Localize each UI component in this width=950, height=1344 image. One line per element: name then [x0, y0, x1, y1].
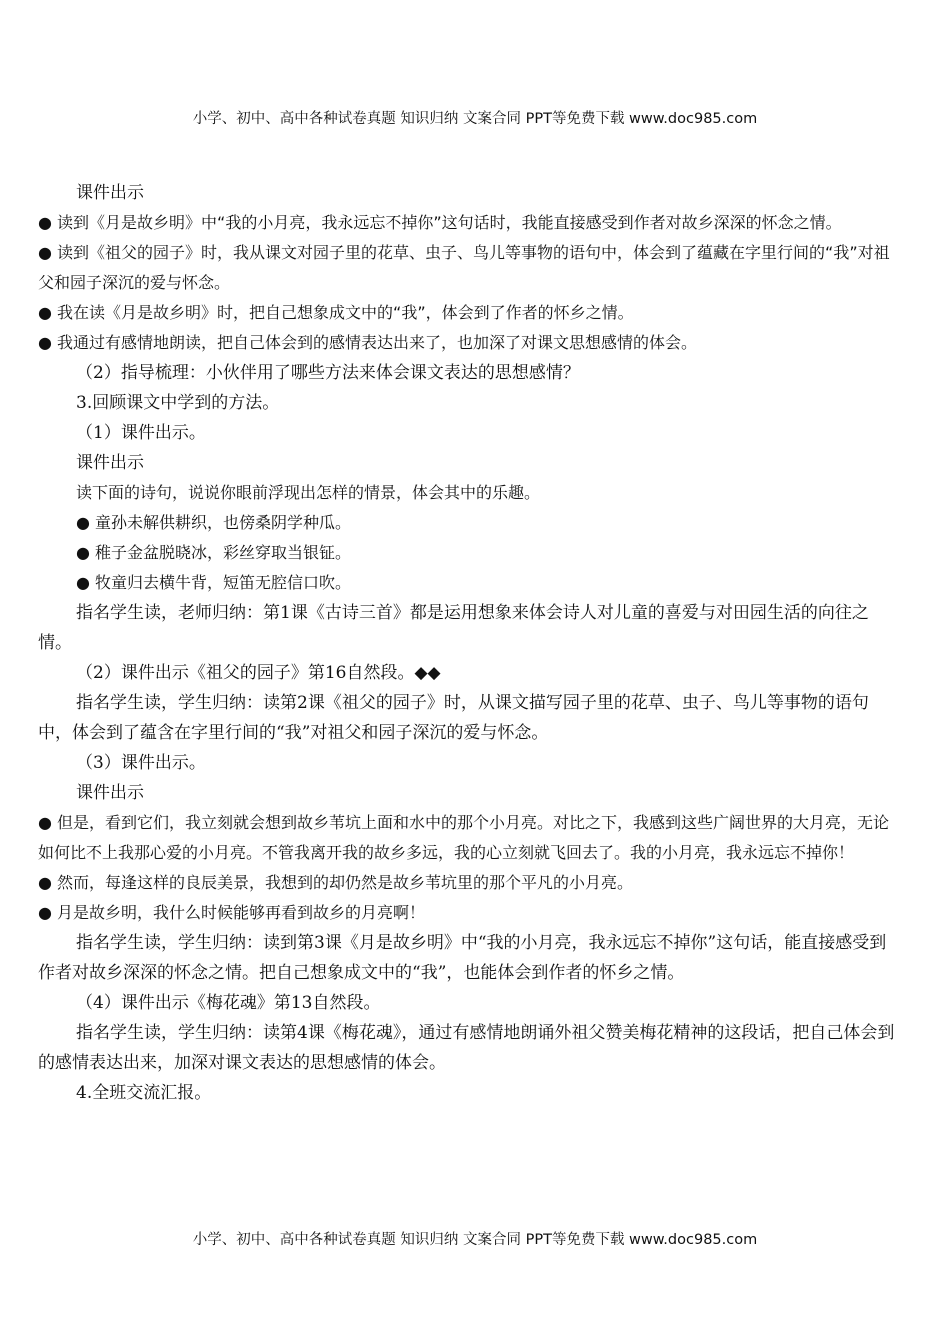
poem-line: ● 童孙未解供耕织，也傍桑阴学种瓜。 — [76, 513, 352, 532]
paragraph: 指名学生读，学生归纳：读第4课《梅花魂》，通过有感情地朗诵外祖父赞美梅花精神的这段话，把自己体会到的感情表达出来，加深对课文表达的思想感情的体会。 — [38, 1023, 895, 1073]
document-body — [38, 178, 900, 1108]
paragraph: 指名学生读，老师归纳：第1课《古诗三首》都是运用想象来体会诗人对儿童的喜爱与对田园生活的向往之情。 — [38, 603, 869, 653]
paragraph: （1）课件出示。 — [76, 423, 206, 443]
section-heading: 4.全班交流汇报。 — [76, 1083, 212, 1103]
bullet-item: ● 然而，每逢这样的良辰美景，我想到的却仍然是故乡苇坑里的那个平凡的小月亮。 — [38, 873, 634, 892]
paragraph: 读下面的诗句，说说你眼前浮现出怎样的情景，体会其中的乐趣。 — [76, 483, 541, 502]
bullet-item: ● 但是，看到它们，我立刻就会想到故乡苇坑上面和水中的那个小月亮。对比之下，我感到这些广阔世界的大月亮，无论如何比不上我那心爱的小月亮。不管我离开我的故乡多远，我的心立刻就飞回去了。我的小月亮，我永远忘不掉你！ — [38, 813, 890, 862]
courseware-heading: 课件出示 — [76, 453, 144, 473]
bullet-item: ● 我在读《月是故乡明》时，把自己想象成文中的“我”，体会到了作者的怀乡之情。 — [38, 303, 634, 322]
paragraph: （4）课件出示《梅花魂》第13自然段。 — [76, 993, 381, 1013]
paragraph: 指名学生读，学生归纳：读第2课《祖父的园子》时，从课文描写园子里的花草、虫子、鸟儿等事物的语句中，体会到了蕴含在字里行间的“我”对祖父和园子深沉的爱与怀念。 — [38, 693, 869, 743]
courseware-heading: 课件出示 — [76, 783, 144, 803]
paragraph: （2）指导梳理：小伙伴用了哪些方法来体会课文表达的思想感情？ — [76, 363, 580, 383]
page-header: 小学、初中、高中各种试卷真题 知识归纳 文案合同 PPT等免费下载 www.doc985.com — [192, 111, 758, 127]
poem-line: ● 牧童归去横牛背，短笛无腔信口吹。 — [76, 573, 352, 592]
poem-line: ● 稚子金盆脱晓冰，彩丝穿取当银钲。 — [76, 543, 352, 562]
paragraph: （3）课件出示。 — [76, 753, 206, 773]
bullet-item: ● 读到《月是故乡明》中“我的小月亮，我永远忘不掉你”这句话时，我能直接感受到作者对故乡深深的怀念之情。 — [38, 213, 842, 232]
bullet-item: ● 读到《祖父的园子》时，我从课文对园子里的花草、虫子、鸟儿等事物的语句中，体会到了蕴藏在字里行间的“我”对祖父和园子深沉的爱与怀念。 — [38, 243, 890, 292]
bullet-item: ● 我通过有感情地朗读，把自己体会到的感情表达出来了，也加深了对课文思想感情的体会。 — [38, 333, 698, 352]
courseware-heading: 课件出示 — [76, 183, 144, 203]
section-heading: 3.回顾课文中学到的方法。 — [76, 393, 280, 413]
paragraph: （2）课件出示《祖父的园子》第16自然段。◆◆ — [76, 663, 441, 683]
bullet-item: ● 月是故乡明，我什么时候能够再看到故乡的月亮啊！ — [38, 903, 426, 922]
paragraph: 指名学生读，学生归纳：读到第3课《月是故乡明》中“我的小月亮，我永远忘不掉你”这句话，能直接感受到作者对故乡深深的怀念之情。把自己想象成文中的“我”，也能体会到作者的怀乡之情。 — [38, 933, 887, 983]
page-footer: 小学、初中、高中各种试卷真题 知识归纳 文案合同 PPT等免费下载 www.doc985.com — [192, 1232, 758, 1248]
